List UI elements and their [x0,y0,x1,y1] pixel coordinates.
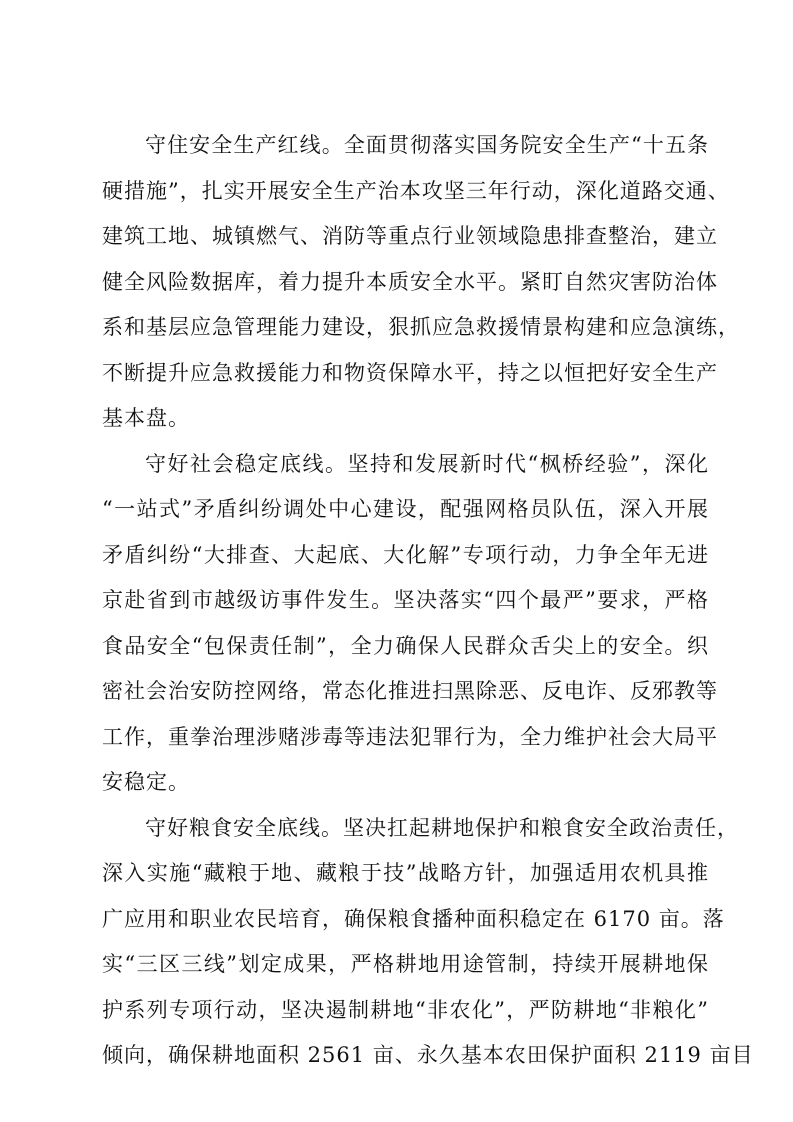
text-line: 护系列专项行动，坚决遏制耕地“非农化”，严防耕地“非粮化” [102,997,709,1022]
paragraph-safety-production [0,123,793,442]
text-line: 深入实施“藏粮于地、藏粮于技”战略方针，加强适用农机具推 [102,861,709,885]
paragraph-social-stability [0,442,793,806]
text-line: 硬措施”，扎实开展安全生产治本攻坚三年行动，深化道路交通、 [102,178,730,203]
text-line: 系和基层应急管理能力建设，狠抓应急救援情景构建和应急演练， [102,315,740,339]
text-line: 京赴省到市越级访事件发生。坚决落实“四个最严”要求，严格 [102,588,709,612]
text-line: 食品安全“包保责任制”，全力确保人民群众舌尖上的安全。织 [102,633,709,658]
text-line: 广应用和职业农民培育，确保粮食播种面积稳定在 6170 亩。落 [102,906,725,931]
text-line: 倾向，确保耕地面积 2561 亩、永久基本农田保护面积 2119 亩目 [102,1043,754,1067]
text-line: 守好粮食安全底线。坚决扛起耕地保护和粮食安全政治责任， [145,815,739,840]
text-line: 安稳定。 [102,770,190,794]
text-line: 建筑工地、城镇燃气、消防等重点行业领域隐患排查整治，建立 [102,224,718,248]
text-line: 守好社会稳定底线。坚持和发展新时代“枫桥经验”，深化 [145,451,709,476]
text-line: 不断提升应急救援能力和物资保障水平，持之以恒把好安全生产 [102,360,718,385]
text-line: “一站式”矛盾纠纷调处中心建设，配强网格员队伍，深入开展 [102,497,709,521]
paragraph-food-security [0,806,793,1079]
text-line: 基本盘。 [102,406,190,430]
text-line: 实“三区三线”划定成果，严格耕地用途管制，持续开展耕地保 [102,952,709,976]
text-line: 健全风险数据库，着力提升本质安全水平。紧盯自然灾害防治体 [102,269,718,294]
text-line: 工作，重拳治理涉赌涉毒等违法犯罪行为，全力维护社会大局平 [102,724,718,749]
text-line: 密社会治安防控网络，常态化推进扫黑除恶、反电诈、反邪教等 [102,679,718,703]
text-line: 矛盾纠纷“大排查、大起底、大化解”专项行动，力争全年无进 [102,542,709,567]
text-line: 守住安全生产红线。全面贯彻落实国务院安全生产“十五条 [145,133,709,157]
